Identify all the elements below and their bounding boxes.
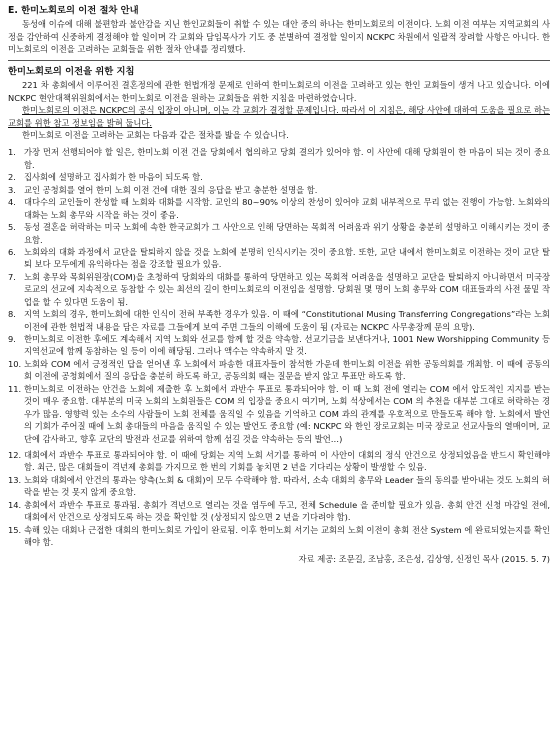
list-item	[8, 474, 550, 499]
step-number: 3.	[8, 184, 16, 195]
list-item	[8, 246, 550, 271]
step-text: 노회와 COM 에서 긍정적인 답을 얻어낸 후 노회에서 파송한 대표자들이 참석한 가운데 한미노회 이전을 위한 공동의회를 개최함. 이 때에 공동의회 이전에 공청회에서 질의 응답을 충분히 하도록 하고, 공동의회 때는 질문을 받지 않고 투표만 하도록 함.	[24, 358, 550, 382]
step-text: 노회와 대회에서 안건의 통과는 양측(노회 & 대회)이 모두 수락해야 함. 따라서, 소속 대회의 총무와 Leader 들의 동의를 받아내는 것도 노회의 허락을 받는 것 못지 않게 중요함.	[24, 474, 550, 498]
steps-intro: 한미노회로 이전을 고려하는 교회는 다음과 같은 절차를 밟을 수 있습니다.	[22, 130, 289, 140]
step-text: 가장 먼저 선행되어야 할 일은, 한미노회 이전 건을 당회에서 협의하고 당회 결의가 있어야 함. 이 사안에 대해 당회원이 한 마음이 되는 것이 중요함.	[24, 147, 550, 170]
list-item	[8, 499, 550, 524]
section-divider	[8, 60, 550, 61]
step-number: 10.	[8, 358, 22, 369]
step-number: 9.	[8, 334, 16, 344]
step-text: 한미노회로 이전하는 안건을 노회에 제출한 후 노회에서 과반수 투표로 통과되어야 함. 이 때 노회 전에 열리는 COM 에서 압도적인 지지를 받는 것이 매우 중요함. 대부분의 미국 노회의 노회원들은 COM 의 입장을 중요시 여기며, 노회 석상에서는 COM 의 추천을 대부분 그대로 허락하는 경우가 많음. 영향력 있는 소수의 사람들이 노회 전체를 움직일 수 있음을 기억하고 COM 과의 관계를 우호적으로 만들도록 해야 함. 노회에서 발언의 기회가 주어질 때에 노회 총대들의 마음을 움직일 수 있는 발언도 중요함 (예: NCKPC 와 한인 장로교회는 미국 장로교 선교사들의 열매이며, 교단에 감사하고, 향후 교단의 발전과 선교를 위하여 함께 섬길 것을 약속하는 등의 발언…)	[24, 383, 550, 444]
guidelines-title: 한미노회로의 이전을 위한 지침	[8, 65, 135, 77]
step-text: 노회 총무와 목회위원장(COM)을 초청하여 당회와의 대화를 통하여 당면하고 있는 목회적 어려움을 설명하고 교단을 탈퇴하지 아니하면서 미국장로교의 선교에 지속적으로 동참할 수 있는 최선의 길이 한미노회로의 이전임을 설명함. 당회원 몇 명이 노회 총무와 COM 대표들과의 사전 물밑 작업을 할 수 있다면 도움이 됨.	[24, 271, 550, 307]
step-text: 한미노회로 이전한 후에도 계속해서 지역 노회와 선교를 함께 할 것을 약속함. 선교기금을 보낸다거나, 1001 New Worshipping Community 등 지역선교에 함께 동참하는 일 등이 이에 해당됨. 그러나 액수는 약속하지 말 것.	[24, 334, 550, 357]
step-text: 집사회에 설명하고 집사회가 한 마음이 되도록 함.	[24, 172, 203, 183]
step-number: 12.	[8, 449, 22, 460]
step-number: 14.	[8, 499, 22, 510]
step-text: 동성 결혼을 허락하는 미국 노회에 속한 한국교회가 그 사안으로 인해 당면하는 목회적 어려움과 위기 상황을 충분히 설명하고 이해시키는 것이 중요함.	[24, 222, 550, 245]
step-number: 11.	[8, 383, 22, 394]
step-number: 8.	[8, 309, 16, 320]
list-item	[8, 184, 550, 196]
list-item	[8, 308, 550, 333]
step-number: 2.	[8, 172, 16, 183]
step-number: 15.	[8, 524, 22, 535]
step-number: 6.	[8, 246, 16, 257]
list-item	[8, 449, 550, 474]
list-item	[8, 171, 550, 183]
list-item	[8, 146, 550, 171]
step-number: 5.	[8, 222, 16, 233]
step-text: 대회에서 과반수 투표로 통과되어야 함. 이 때에 당회는 지역 노회 서기를 통하여 이 사안이 대회의 정식 안건으로 상정되었음을 반드시 확인해야 함. 최근, 많은 대회들이 격년제 총회를 가지므로 한 번의 기회를 놓치면 2 년을 기다리는 상황이 발생할 수 있음.	[24, 449, 550, 473]
step-text: 총회에서 과반수 투표로 통과됨. 총회가 격년으로 열리는 것을 염두에 두고, 전체 Schedule 을 준비할 필요가 있음. 총회 안건 신청 마감일 전에, 대회에서 안건으로 상정되도록 하는 것을 확인할 것 (상정되지 않으면 2 년을 기다려야 함).	[24, 499, 550, 523]
step-number: 13.	[8, 474, 22, 485]
list-item	[8, 524, 550, 549]
step-text: 노회와의 대화 과정에서 교단을 탈퇴하지 않을 것을 노회에 분명히 인식시키는 것이 중요함. 또한, 교단 내에서 한미노회로 이전하는 것이 교단 탈퇴 보다 모두에게 유익하다는 점을 강조할 필요가 있음.	[24, 246, 550, 270]
step-text: 대다수의 교인들이 찬성할 때 노회와 대화를 시작함. 교인의 80~90% 이상의 찬성이 있어야 교회 내부적으로 무리 없는 진행이 가능함. 노회와의 대화는 노회 총무와 시작을 하는 것이 좋음.	[24, 197, 550, 220]
list-item	[8, 271, 550, 308]
section-e-title: E. 한미노회로의 이전 절차 안내	[8, 5, 139, 16]
list-item	[8, 333, 550, 358]
list-item	[8, 358, 550, 383]
step-number: 1.	[8, 147, 16, 158]
guidelines-intro: 221 차 총회에서 이루어진 결혼정의에 관한 헌법개정 문제로 인하여 한미노회로의 이전을 고려하고 있는 한인 교회들이 생겨 나고 있습니다. 이에 NCKPC 현안대책위원회에서는 한미노회로 이전을 원하는 교회들을 위한 지침을 마련하였습니다.	[8, 80, 550, 103]
section-e-body: 동성애 이슈에 대해 불편함과 불안감을 지닌 한인교회들이 취할 수 있는 대안 중의 하나는 한미노회로의 이전이다. 노회 이전 여부는 지역교회의 사정을 감안하여 신중하게 결정해야 할 일이며 각 교회와 담임목사가 기도 중 분별하여 결정할 일이지 NCKPC 차원에서 일괄적 장려할 사항은 아니다. 한미노회로의 이전을 고려하는 교회들을 위한 절차 안내를 정리했다.	[8, 19, 550, 55]
list-item	[8, 221, 550, 246]
step-number: 4.	[8, 197, 16, 208]
steps-list	[8, 146, 550, 548]
list-item	[8, 196, 550, 221]
step-text: 지역 노회의 경우, 한미노회에 대한 인식이 전혀 부족한 경우가 있음. 이 때에 “Constitutional Musing Transferring Congregations”라는 노회 이전에 관한 헌법적 내용을 담은 자료를 그들에게 보여 주면 그들의 이해에 도움이 됨 (자료는 NCKPC 사무총장께 문의 요망).	[24, 309, 550, 332]
step-number: 7.	[8, 271, 16, 282]
step-text: 교인 공청회를 열어 한미 노회 이전 건에 대한 질의 응답을 받고 충분한 설명을 함.	[24, 184, 318, 195]
guidelines-notice	[8, 104, 550, 129]
step-text: 속해 있는 대회나 근접한 대회의 한미노회로 가입이 완료됨. 이후 한미노회 서기는 교회의 노회 이전이 총회 전산 System 에 완료되었는지를 확인해야 함.	[24, 524, 550, 547]
source-credit: 자료 제공: 조문길, 조남홍, 조은성, 김상영, 신정인 목사 (2015. 5. 7)	[298, 554, 550, 565]
list-item	[8, 383, 550, 445]
guidelines-notice-text: 한미노회로의 이전은 NCKPC의 공식 입장이 아니며, 이는 각 교회가 결정할 문제입니다. 따라서 이 지침은, 해당 사안에 대하여 도움을 필요로 하는 교회를 위한 참고 정보임을 밝혀 둡니다.	[8, 105, 550, 128]
